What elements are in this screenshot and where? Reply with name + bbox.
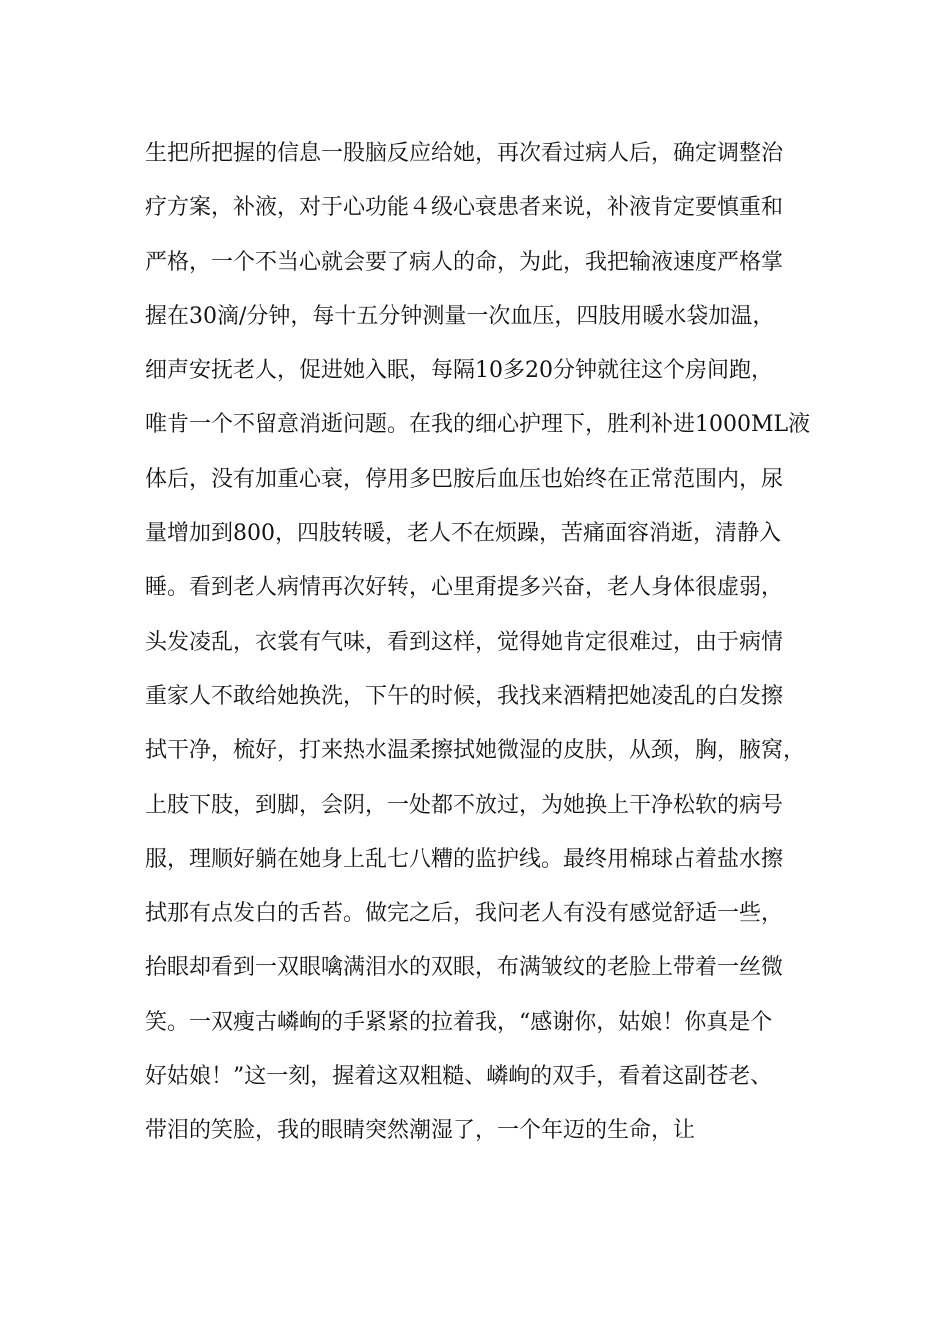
text-line-6: 唯肯一个不留意消逝问题。在我的细心护理下，胜利补进1000ML液 (145, 412, 811, 438)
text-line-5: 细声安抚老人，促进她入眠，每隔10多20分钟就往这个房间跑， (145, 358, 773, 384)
body-text (145, 131, 835, 1163)
text-line-12: 拭干净，梳好，打来热水温柔擦拭她微湿的皮肤，从颈，胸，腋窝， (145, 738, 806, 764)
text-line-17: 笑。一双瘦古嶙峋的手紧紧的拉着我，“感谢你，姑娘！你真是个 (145, 1009, 773, 1035)
text-line-2: 疗方案，补液，对于心功能４级心衰患者来说，补液肯定要慎重和 (145, 195, 784, 221)
text-line-3: 严格，一个不当心就会要了病人的命，为此，我把输液速度严格掌 (145, 249, 784, 275)
text-line-4: 握在30滴/分钟，每十五分钟测量一次血压，四肢用暖水袋加温， (145, 303, 775, 329)
text-line-7: 体后，没有加重心衰，停用多巴胺后血压也始终在正常范围内，尿 (145, 466, 784, 492)
text-line-8: 量增加到800，四肢转暖，老人不在烦躁，苦痛面容消逝，清静入 (145, 521, 781, 547)
text-line-18: 好姑娘！”这一刻，握着这双粗糙、嶙峋的双手，看着这副苍老、 (145, 1064, 773, 1090)
text-line-11: 重家人不敢给她换洗，下午的时候，我找来酒精把她凌乱的白发擦 (145, 683, 784, 709)
text-line-13: 上肢下肢，到脚，会阴，一处都不放过，为她换上干净松软的病号 (145, 792, 784, 818)
text-line-19: 带泪的笑脸，我的眼睛突然潮湿了，一个年迈的生命，让 (145, 1118, 696, 1144)
text-line-14: 服，理顺好躺在她身上乱七八糟的监护线。最终用棉球占着盐水擦 (145, 846, 784, 872)
text-line-16: 抬眼却看到一双眼噙满泪水的双眼，布满皱纹的老脸上带着一丝微 (145, 955, 784, 981)
text-line-9: 睡。看到老人病情再次好转，心里甭提多兴奋，老人身体很虚弱， (145, 575, 784, 601)
text-line-10: 头发凌乱，衣裳有气味，看到这样，觉得她肯定很难过，由于病情 (145, 629, 784, 655)
text-line-15: 拭那有点发白的舌苔。做完之后，我问老人有没有感觉舒适一些， (145, 901, 784, 927)
text-line-1: 生把所把握的信息一股脑反应给她，再次看过病人后，确定调整治 (145, 141, 784, 166)
